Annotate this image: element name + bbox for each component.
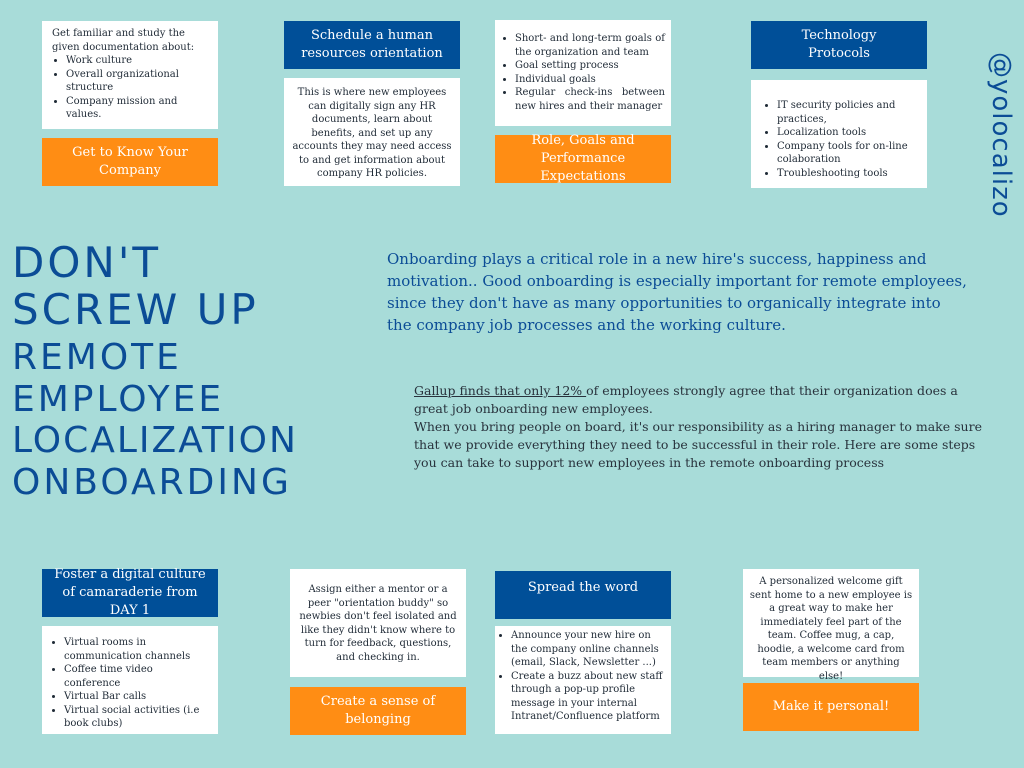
list-item: • Company tools for on-line colaboration [777,140,917,167]
spread-card-content [495,626,671,734]
title-line-1: DON'T [12,238,162,287]
title-line-5: LOCALIZATION [12,420,298,461]
list-item: • Short- and long-term goals of the organization and team [515,32,665,59]
personal-label: Make it personal! [743,683,919,731]
company-intro: Get familiar and study the given documentation about: [52,28,195,53]
belonging-label: Create a sense of belonging [290,687,466,735]
list-item: • Individual goals [515,73,665,87]
tech-label: Technology Protocols [751,21,927,69]
social-handle: @yolocalizo [986,52,1016,218]
personal-body: A personalized welcome gift sent home to a new employee is a great way to make her immediately feel part of the team. Coffee mug, a cap, hoodie, a welcome card from team members or anything else! [743,569,919,677]
hr-label: Schedule a human resources orientation [284,21,460,69]
company-list [52,54,210,122]
culture-card-content [42,626,218,734]
title-line-4: EMPLOYEE [12,379,225,420]
list-item: • Virtual rooms in communication channels [64,636,212,663]
culture-list [50,636,212,731]
list-item: • Virtual social activities (i.e book clubs) [64,704,212,731]
company-label: Get to Know Your Company [42,138,218,186]
belonging-body: Assign either a mentor or a peer "orientation buddy" so newbies don't feel isolated and like they didn't know where to turn for feedback, questions, and checking in. [290,569,466,677]
title-line-3: REMOTE [12,337,182,378]
title-line-2: SCREW UP [12,285,259,334]
list-item: • Announce your new hire on the company online channels (email, Slack, Newsletter ...) [511,629,665,670]
list-item: • Localization tools [777,126,917,140]
list-item: • Goal setting process [515,59,665,73]
tech-list [763,99,917,180]
spread-label: Spread the word [495,571,671,619]
company-card-content [42,21,218,129]
tech-card-content [751,80,927,188]
list-item: • Overall organizational structure [66,68,210,95]
list-item: • Create a buzz about new staff through a pop-up profile message in your internal Intranet/Confluence platform [511,670,665,724]
goals-label: Role, Goals and Performance Expectations [495,135,671,183]
list-item: • Company mission and values. [66,95,210,122]
gallup-link[interactable]: Gallup finds that only 12% [414,383,587,398]
stats-block [414,382,994,472]
list-item: • Troubleshooting tools [777,167,917,181]
intro-paragraph: Onboarding plays a critical role in a new hire's success, happiness and motivation.. Good onboarding is especially important for remote employees, since they don't have as many opportunities to organically integrate into the company job processes and the working culture. [387,250,967,334]
list-item: • Regular check-ins between new hires and their manager [515,86,665,113]
goals-list [501,32,665,113]
list-item: • Virtual Bar calls [64,690,212,704]
goals-card-content [495,20,671,126]
list-item: • IT security policies and practices, [777,99,917,126]
stats-text: of employees strongly agree that their organization does a great job onboarding new employees. [414,383,958,416]
list-item: • Coffee time video conference [64,663,212,690]
spread-list [497,629,665,724]
title-line-6: ONBOARDING [12,462,292,503]
culture-label: Foster a digital culture of camaraderie from DAY 1 [42,569,218,617]
stats-paragraph: When you bring people on board, it's our responsibility as a hiring manager to make sure that we provide everything they need to be successful in their role. Here are some steps you can take to support new employees in the remote onboarding process [414,419,982,470]
hr-body: This is where new employees can digitally sign any HR documents, learn about benefits, and set up any accounts they may need access to and get information about company HR policies. [284,78,460,186]
list-item: • Work culture [66,54,210,68]
